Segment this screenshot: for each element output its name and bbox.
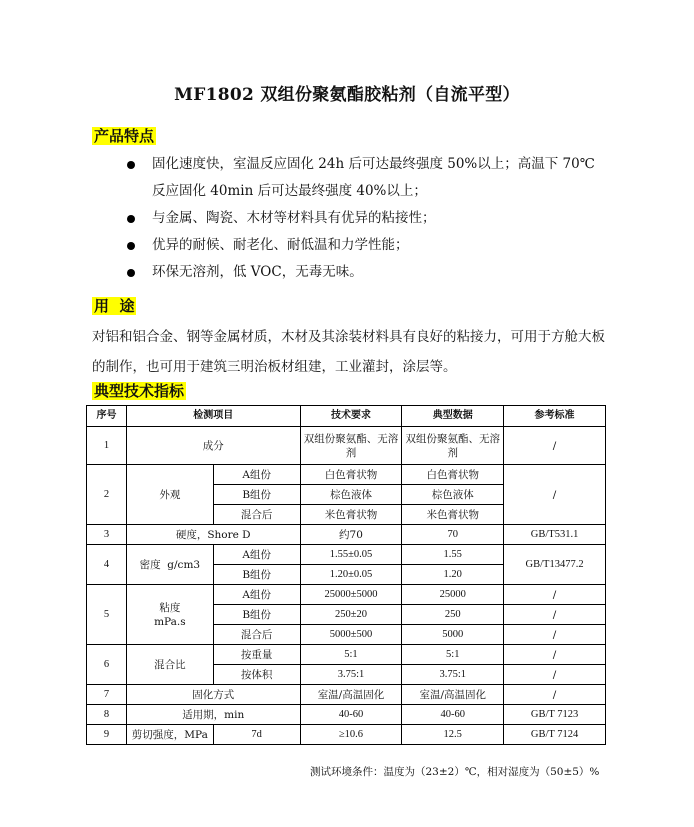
table-row: 8 适用期，min 40-60 40-60 GB/T 7123 bbox=[87, 705, 606, 725]
table-row: 9 剪切强度，MPa 7d ≥10.6 12.5 GB/T 7124 bbox=[87, 725, 606, 745]
features-list bbox=[92, 151, 612, 286]
usage-heading: 用 途 bbox=[94, 297, 135, 315]
table-row: B组份 250±20 250 / bbox=[87, 605, 606, 625]
list-item: 优异的耐候、耐老化、耐低温和力学性能； bbox=[92, 232, 612, 259]
table-row: 7 固化方式 室温/高温固化 室温/高温固化 / bbox=[87, 685, 606, 705]
table-row: 混合后 5000±500 5000 / bbox=[87, 625, 606, 645]
table-row: 按体积 3.75:1 3.75:1 / bbox=[87, 665, 606, 685]
bullet-icon bbox=[127, 242, 135, 250]
table-row: 3 硬度，Shore D 约70 70 GB/T531.1 bbox=[87, 525, 606, 545]
specs-heading: 典型技术指标 bbox=[94, 382, 185, 400]
header-typical: 典型数据 bbox=[402, 406, 504, 427]
list-item: 固化速度快，室温反应固化 24h 后可达最终强度 50%以上；高温下 70℃ 反应固化 40min 后可达最终强度 40%以上； bbox=[92, 151, 612, 205]
specs-table bbox=[86, 405, 606, 745]
header-no: 序号 bbox=[87, 406, 127, 427]
header-item: 检测项目 bbox=[126, 406, 300, 427]
table-row: 2 外观 A组份 白色膏状物 白色膏状物 / bbox=[87, 465, 606, 485]
table-row: B组份 棕色液体 棕色液体 bbox=[87, 485, 606, 505]
bullet-icon bbox=[127, 269, 135, 277]
table-row: 混合后 米色膏状物 米色膏状物 bbox=[87, 505, 606, 525]
header-requirement: 技术要求 bbox=[300, 406, 402, 427]
table-row: B组份 1.20±0.05 1.20 bbox=[87, 565, 606, 585]
bullet-icon bbox=[127, 161, 135, 169]
document-title: MF1802 双组份聚氨酯胶粘剂（自流平型） bbox=[174, 85, 520, 105]
list-item: 环保无溶剂，低 VOC，无毒无味。 bbox=[92, 259, 612, 286]
header-standard: 参考标准 bbox=[504, 406, 606, 427]
features-heading: 产品特点 bbox=[94, 127, 155, 145]
table-row: 1 成分 双组份聚氨酯、无溶剂 双组份聚氨酯、无溶剂 / bbox=[87, 427, 606, 465]
table-row: 4 密度 g/cm3 A组份 1.55±0.05 1.55 GB/T13477.2 bbox=[87, 545, 606, 565]
bullet-icon bbox=[127, 215, 135, 223]
table-row: 5 粘度 mPa.s A组份 25000±5000 25000 / bbox=[87, 585, 606, 605]
usage-text: 对铝和铝合金、钢等金属材质，木材及其涂装材料具有良好的粘接力，可用于方舱大板的制作，也可用于建筑三明治板材组建，工业灌封，涂层等。 bbox=[92, 329, 605, 375]
list-item: 与金属、陶瓷、木材等材料具有优异的粘接性； bbox=[92, 205, 612, 232]
test-conditions-note: 测试环境条件：温度为（23±2）℃，相对湿度为（50±5）% bbox=[310, 766, 600, 778]
table-row: 6 混合比 按重量 5:1 5:1 / bbox=[87, 645, 606, 665]
table-header-row bbox=[87, 406, 606, 427]
